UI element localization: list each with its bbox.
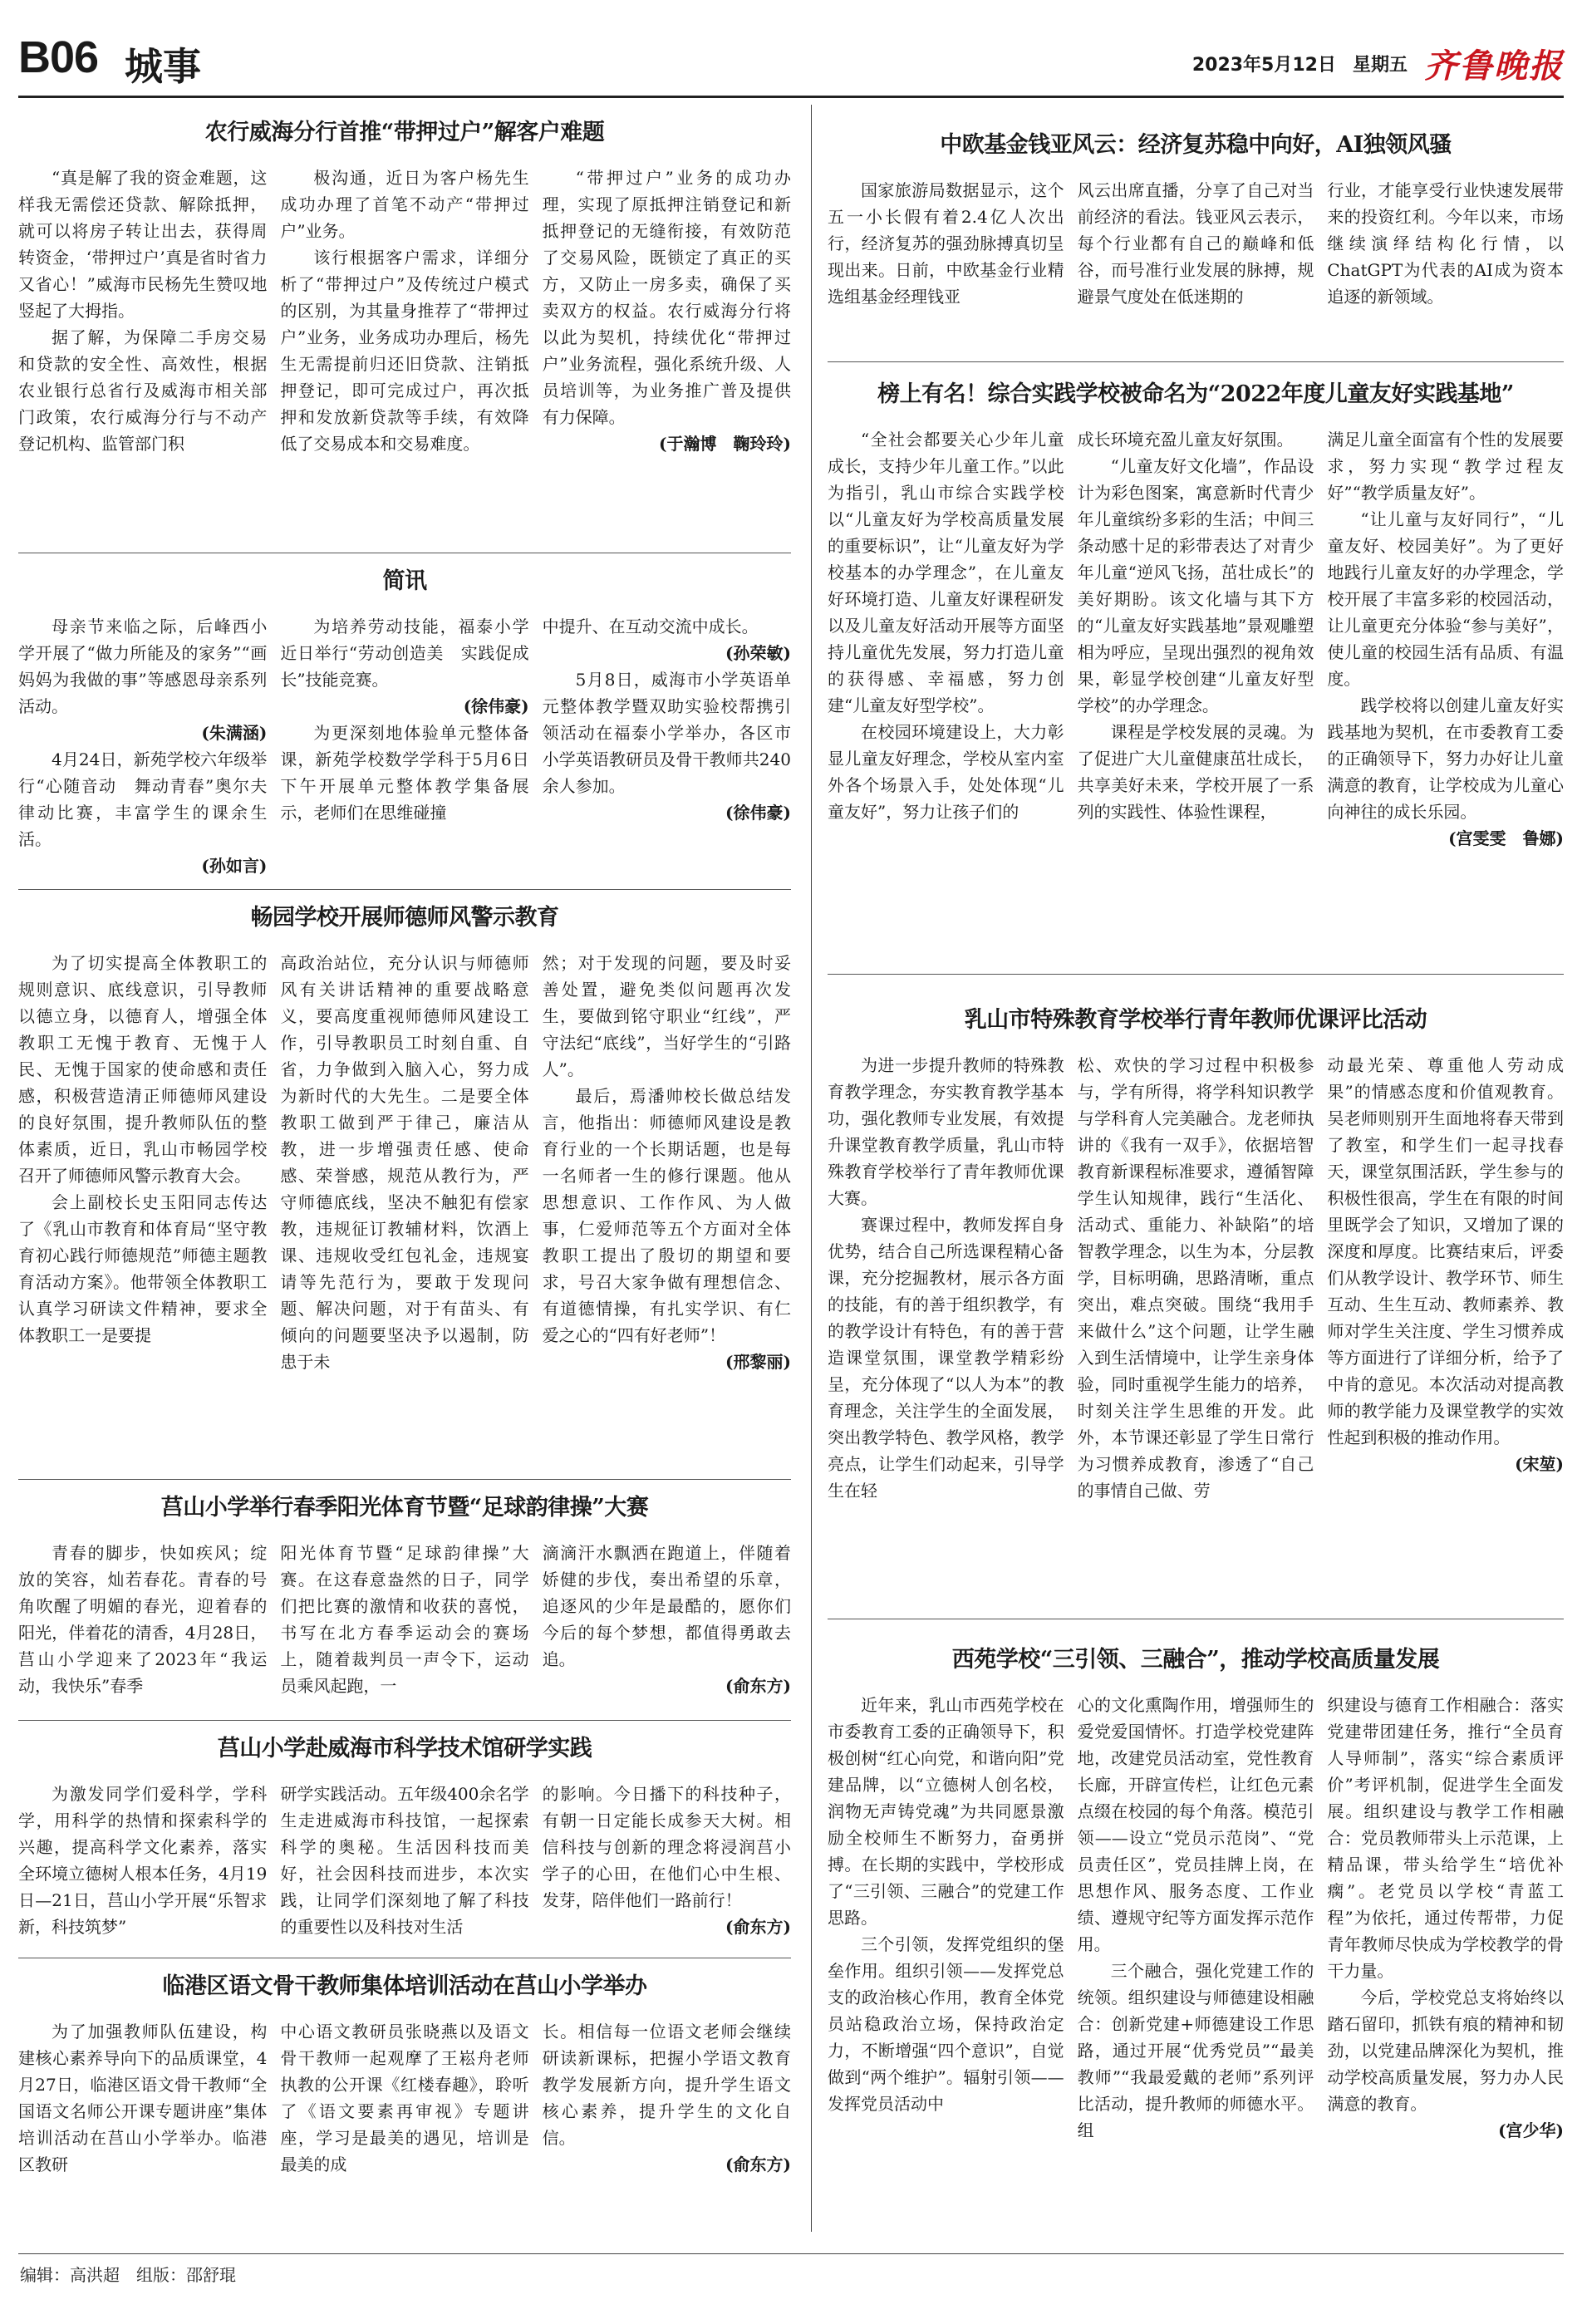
article-column: 极沟通，近日为客户杨先生成功办理了首笔不动产“带押过户”业务。 该行根据客户需求，详细分析了“带押过户”及传统过户模式的区别，为其量身推荐了“带押过户”业务，业务成功办理后，杨先生无需提前归还旧贷款、注销抵押登记，即可完成过户，再次抵押和发放新贷款等手续，有效降低了交易成本和交易难度。 — [280, 168, 529, 454]
article-special-ed — [828, 1004, 1564, 1610]
byline: (徐伟豪) — [725, 803, 791, 823]
article-column: 然；对于发现的问题，要及时妥善处置，避免类似问题再次发生，要做到铭守职业“红线”，严守法纪“底线”，当好学生的“引路人”。 最后，焉潘帅校长做总结发言，他指出：师德师风建设是教育行业的一个长期话题，也是每一名师者一生的修行课题。他从思想意识、工作作风、为人做事，仁爱师范等五个方面对全体教职工提出了殷切的期望和要求，号召大家争做有理想信念、有道德情操，有扎实学识、有仁爱之心的“四有好老师”！ (邢黎丽) — [543, 950, 791, 1375]
newspaper-logo: 齐鲁晚报 — [1424, 47, 1564, 86]
article-column: 为了切实提高全体教职工的规则意识、底线意识，引导教师以德立身，以德育人，增强全体教职工无愧于教育、无愧于人民、无愧于国家的使命感和责任感，积极营造清正师德师风建设的良好氛围，提升教师队伍的整体素质，近日，乳山市畅园学校召开了师德师风警示教育大会。 会上副校长史玉阳同志传达了《乳山市教育和体育局“坚守教育初心践行师德规范”师德主题教育活动方案》。他带领全体教职工认真学习研读文件精神，要求全体教职工一是要提 — [18, 953, 268, 1345]
article-title: 简讯 — [382, 568, 427, 594]
article-xiyuan-school — [828, 1644, 1564, 2246]
divider — [18, 889, 791, 890]
article-column: 国家旅游局数据显示，这个五一小长假有着2.4亿人次出行，经济复苏的强劲脉搏真切呈现出来。日前，中欧基金行业精选组基金经理钱亚 — [828, 180, 1064, 307]
byline: (宋堃) — [1515, 1454, 1565, 1474]
byline: (徐伟豪) — [463, 696, 529, 716]
article-changyuan-ethics — [18, 902, 791, 1475]
article-title: 农行威海分行首推“带押过户”解客户难题 — [204, 120, 605, 145]
article-column: “全社会都要关心少年儿童成长，支持少年儿童工作。”以此为指引，乳山市综合实践学校以“儿童友好为学校高质量发展的重要标识”，让“儿童友好为学校基本的办学理念”，在儿童友好环境打造、儿童友好课程研发以及儿童友好活动开展等方面坚持儿童优先发展，努力打造儿童的获得感、幸福感，努力创建“儿童友好型学校”。 在校园环境建设上，大力彰显儿童友好理念，学校从室内室外各个场景入手，处处体现“儿童友好”，努力让孩子们的 — [828, 430, 1064, 822]
article-briefs — [18, 565, 791, 881]
article-child-friendly — [828, 378, 1564, 943]
article-column: 青春的脚步，快如疾风；绽放的笑容，灿若春花。青春的号角吹醒了明媚的春光，迎着春的阳光，伴着花的清香，4月28日，莒山小学迎来了2023年“我运动，我快乐”春季 — [18, 1543, 268, 1696]
masthead-right — [1192, 40, 1564, 87]
issue-date: 2023年5月12日 — [1191, 55, 1336, 76]
article-column: 为培养劳动技能，福泰小学近日举行“劳动创造美 实践促成长”技能竞赛。 (徐伟豪) 为更深刻地体验单元整体备课，新苑学校数学学科于5月6日下午开展单元整体教学集备展示，老师们在思维碰撞 — [280, 617, 529, 823]
article-title: 乳山市特殊教育学校举行青年教师优课评比活动 — [964, 1007, 1427, 1033]
footer-credits: 编辑：高洪超 组版：邵舒琨 — [20, 2265, 236, 2285]
article-sports-festival — [18, 1491, 791, 1716]
article-column: 织建设与德育工作相融合：落实党建带团建任务，推行“全员育人导师制”，落实“综合素质评价”考评机制，促进学生全面发展。组织建设与教学工作相融合：党员教师带头上示范课，上精品课，带头给学生“培优补瘸”。老党员以学校“青蓝工程”为依托，通过传帮带，力促青年教师尽快成为学校教学的骨干力量。 今后，学校党总支将始终以踏石留印，抓铁有痕的精神和韧劲，以党建品牌深化为契机，推动学校高质量发展，努力办人民满意的教育。 (宫少华) — [1327, 1692, 1564, 2144]
article-title: 榜上有名！综合实践学校被命名为“2022年度儿童友好实践基地” — [877, 381, 1514, 407]
article-column: 为激发同学们爱科学，学科学，用科学的热情和探索科学的兴趣，提高科学文化素养，落实全环境立德树人根本任务，4月19日—21日，莒山小学开展“乐智求新，科技筑梦” — [18, 1784, 268, 1937]
byline: (俞东方) — [725, 1917, 791, 1937]
article-title: 莒山小学举行春季阳光体育节暨“足球韵律操”大赛 — [160, 1495, 649, 1521]
article-column: 阳光体育节暨“足球韵律操”大赛。在这春意盎然的日子，同学们把比赛的激情和收获的喜悦，书写在北方春季运动会的赛场上，随着裁判员一声令下，运动员乘风起跑，一 — [280, 1543, 529, 1696]
article-column: 满足儿童全面富有个性的发展要求，努力实现“教学过程友好”“教学质量友好”。 “让儿童与友好同行”，“儿童友好、校园美好”。为了更好地践行儿童友好的办学理念，学校开展了丰富多彩的校园活动，让儿童更充分体验“参与美好”，使儿童的校园生活有品质、有温度。 践学校将以创建儿童友好实践基地为契机，在市委教育工委的正确领导下，努力办好让儿童满意的教育，让学校成为儿童心向神往的成长乐园。 (宫雯雯 鲁娜) — [1327, 426, 1564, 852]
article-abc-bank — [18, 116, 791, 540]
article-science-museum — [18, 1732, 791, 1953]
article-column: 近年来，乳山市西苑学校在市委教育工委的正确领导下，积极创树“红心向党，和谐向阳”党建品牌，以“立德树人创名校，润物无声铸党魂”为共同愿景激励全校师生不断努力，奋勇拼搏。在长期的实践中，学校形成了“三引领、三融合”的党建工作思路。 三个引领，发挥党组织的堡垒作用。组织引领——发挥党总支的政治核心作用，教育全体党员站稳政治立场，保持政治定力，不断增强“四个意识”，自觉做到“两个维护”。辐射引领——发挥党员活动中 — [828, 1695, 1064, 2114]
article-title: 西苑学校“三引领、三融合”，推动学校高质量发展 — [951, 1647, 1440, 1673]
article-title: 中欧基金钱亚风云：经济复苏稳中向好，AI独领风骚 — [940, 132, 1452, 158]
byline: (俞东方) — [725, 2154, 791, 2174]
divider — [18, 1720, 791, 1721]
article-column: 长。相信每一位语文老师会继续研读新课标，把握小学语文教育教学发展新方向，提升学生语文核心素养，提升学生的文化自信。 (俞东方) — [543, 2018, 791, 2178]
section-name: 城事 — [125, 44, 201, 89]
article-china-europe-fund — [828, 129, 1564, 353]
center-divider — [811, 105, 812, 2232]
byline: (邢黎丽) — [725, 1352, 791, 1372]
divider — [828, 974, 1564, 975]
page-number: B06 — [18, 32, 99, 82]
article-column: 松、欢快的学习过程中积极参与，学有所得，将学科知识教学与学科育人完美融合。龙老师执讲的《我有一双手》，依据培智教育新课程标准要求，遵循智障学生认知规律，践行“生活化、活动式、重能力、补缺陷”的培智教学理念，以生为本，分层教学，目标明确，思路清晰，重点突出，难点突破。围绕“我用手来做什么”这个问题，让学生融入到生活情境中，让学生亲身体验，同时重视学生能力的培养，时刻关注学生思维的开发。此外，本节课还彰显了学生日常行为习惯养成教育，渗透了“自己的事情自己做、劳 — [1077, 1055, 1314, 1501]
article-title: 畅园学校开展师德师风警示教育 — [250, 905, 559, 931]
article-column: 为了加强教师队伍建设，构建核心素养导向下的品质课堂，4月27日，临港区语文骨干教师“全国语文名师公开课专题讲座”集体培训活动在莒山小学举办。临港区教研 — [18, 2022, 268, 2174]
byline: (朱满涵) — [201, 723, 268, 743]
article-chinese-teachers — [18, 1970, 791, 2244]
divider — [828, 361, 1564, 362]
masthead — [18, 28, 1564, 98]
article-column: 中心语文教研员张晓燕以及语文骨干教师一起观摩了王崧舟老师执教的公开课《红楼春趣》，聆听了《语文要素再审视》专题讲座，学习是最美的遇见，培训是最美的成 — [280, 2022, 529, 2174]
byline: (孙如言) — [201, 856, 268, 876]
article-column: “真是解了我的资金难题，这样我无需偿还贷款、解除抵押，就可以将房子转让出去，获得周转资金，‘带押过户’真是省时省力又省心！”威海市民杨先生赞叹地竖起了大拇指。 据了解，为保障二手房交易和贷款的安全性、高效性，根据农业银行总省行及威海市相关部门政策，农行威海分行与不动产登记机构、监管部门积 — [18, 168, 268, 454]
divider — [18, 1479, 791, 1480]
article-column: 中提升、在互动交流中成长。 (孙荣敏) 5月8日，威海市小学英语单元整体教学暨双助实验校帮携引领活动在福泰小学举办，各区市小学英语教研员及骨干教师共240余人参加。 (徐伟豪) — [543, 613, 791, 879]
byline: (孙荣敏) — [725, 643, 791, 663]
article-title: 临港区语文骨干教师集体培训活动在莒山小学举办 — [162, 1973, 647, 1999]
article-column: 高政治站位，充分认识与师德师风有关讲话精神的重要战略意义，要高度重视师德师风建设工作，引导教职员工时刻自重、自省，力争做到入脑入心，努力成为新时代的大先生。二是要全体教职工做到严于律己，廉洁从教，进一步增强责任感、使命感、荣誉感，规范从教行为，严守师德底线，坚决不触犯有偿家教，违规征订教辅材料，饮酒上课、违规收受红包礼金，违规宴请等先范行为，要敢于发现问题、解决问题，对于有苗头、有倾向的问题要坚决予以遏制，防患于未 — [280, 953, 529, 1372]
article-column: 滴滴汗水飘洒在跑道上，伴随着娇健的步伐，奏出希望的乐章，追逐风的少年是最酷的，愿你们今后的每个梦想，都值得勇敢去追。 (俞东方) — [543, 1540, 791, 1699]
byline: (于瀚博 鞠玲玲) — [659, 434, 791, 454]
footer-rule — [18, 2253, 1564, 2254]
article-column: 心的文化熏陶作用，增强师生的爱党爱国情怀。打造学校党建阵地，改建党员活动室，党性教育长廊，开辟宣传栏，让红色元素点缀在校园的每个角落。模范引领——设立“党员示范岗”、“党员责任区”，党员挂牌上岗，在思想作风、服务态度、工作业绩、遵规守纪等方面发挥示范作用。 三个融合，强化党建工作的统领。组织建设与师德建设相融合：创新党建+师德建设工作思路，通过开展“优秀党员”“最美教师”“我最爱戴的老师”系列评比活动，提升教师的师德水平。组 — [1077, 1695, 1314, 2140]
article-column: 母亲节来临之际，后峰西小学开展了“做力所能及的家务”“画妈妈为我做的事”等感恩母亲系列活动。 (朱满涵) 4月24日，新苑学校六年级举行“心随音动 舞动青春”奥尔夫律动比赛，丰富学生的课余生活。 (孙如言) — [18, 613, 267, 879]
article-title: 莒山小学赴威海市科学技术馆研学实践 — [217, 1736, 592, 1761]
byline: (俞东方) — [725, 1676, 791, 1696]
article-column: 动最光荣、尊重他人劳动成果”的情感态度和价值观教育。吴老师则别开生面地将春天带到了教室，和学生们一起寻找春天，课堂氛围活跃，学生参与的积极性很高，学生在有限的时间里既学会了知识，又增加了课的深度和厚度。比赛结束后，评委们从教学设计、教学环节、师生互动、生生互动、教师素养、教师对学生关注度、学生习惯养成等方面进行了详细分析，给予了中肯的意见。本次活动对提高教师的教学能力及课堂教学的实效性起到积极的推动作用。 (宋堃) — [1327, 1052, 1564, 1504]
article-column: 行业，才能享受行业快速发展带来的投资红利。今年以来，市场继续演绎结构化行情，以ChatGPT为代表的AI成为资本追逐的新领域。 — [1327, 180, 1565, 307]
article-column: 为进一步提升教师的特殊教育教学理念，夯实教育教学基本功，强化教师专业发展，有效提升课堂教育教学质量，乳山市特殊教育学校举行了青年教师优课大赛。 赛课过程中，教师发挥自身优势，结合自己所选课程精心备课，充分挖掘教材，展示各方面的技能，有的善于组织教学，有的教学设计有特色，有的善于营造课堂氛围，课堂教学精彩纷呈，充分体现了“以人为本”的教育理念，关注学生的全面发展，突出教学特色、教学风格，教学亮点，让学生们动起来，引导学生在轻 — [828, 1055, 1064, 1501]
article-column: “带押过户”业务的成功办理，实现了原抵押注销登记和新抵押登记的无缝衔接，有效防范了交易风险，既锁定了真正的买方，又防止一房多卖，确保了买卖双方的权益。农行威海分行将以此为契机，持续优化“带押过户”业务流程，强化系统升级、人员培训等，为业务推广普及提供有力保障。 (于瀚博 鞠玲玲) — [543, 165, 791, 457]
byline: (宫少华) — [1498, 2120, 1565, 2140]
article-column: 风云出席直播，分享了自己对当前经济的看法。钱亚风云表示，每个行业都有自己的巅峰和低谷，而号准行业发展的脉搏，规避景气度处在低迷期的 — [1077, 180, 1314, 307]
article-column: 的影响。今日播下的科技种子，有朝一日定能长成参天大树。相信科技与创新的理念将浸润莒小学子的心田，在他们心中生根、发芽，陪伴他们一路前行！ (俞东方) — [543, 1781, 791, 1940]
article-column: 研学实践活动。五年级400余名学生走进威海市科技馆，一起探索科学的奥秘。生活因科技而美好，社会因科技而进步，本次实践，让同学们深刻地了解了科技的重要性以及科技对生活 — [280, 1784, 529, 1937]
issue-weekday: 星期五 — [1352, 55, 1408, 76]
byline: (宫雯雯 鲁娜) — [1448, 828, 1565, 848]
article-column: 成长环境充盈儿童友好氛围。 “儿童友好文化墙”，作品设计为彩色图案，寓意新时代青少年儿童缤纷多彩的生活；中间三条动感十足的彩带表达了对青少年儿童“逆风飞扬，茁壮成长”的美好期盼。该文化墙与其下方的“儿童友好实践基地”景观雕塑相为呼应，呈现出强烈的视角效果，彰显学校创建“儿童友好型学校”的办学理念。 课程是学校发展的灵魂。为了促进广大儿童健康茁壮成长，共享美好未来，学校开展了一系列的实践性、体验性课程， — [1077, 430, 1314, 822]
